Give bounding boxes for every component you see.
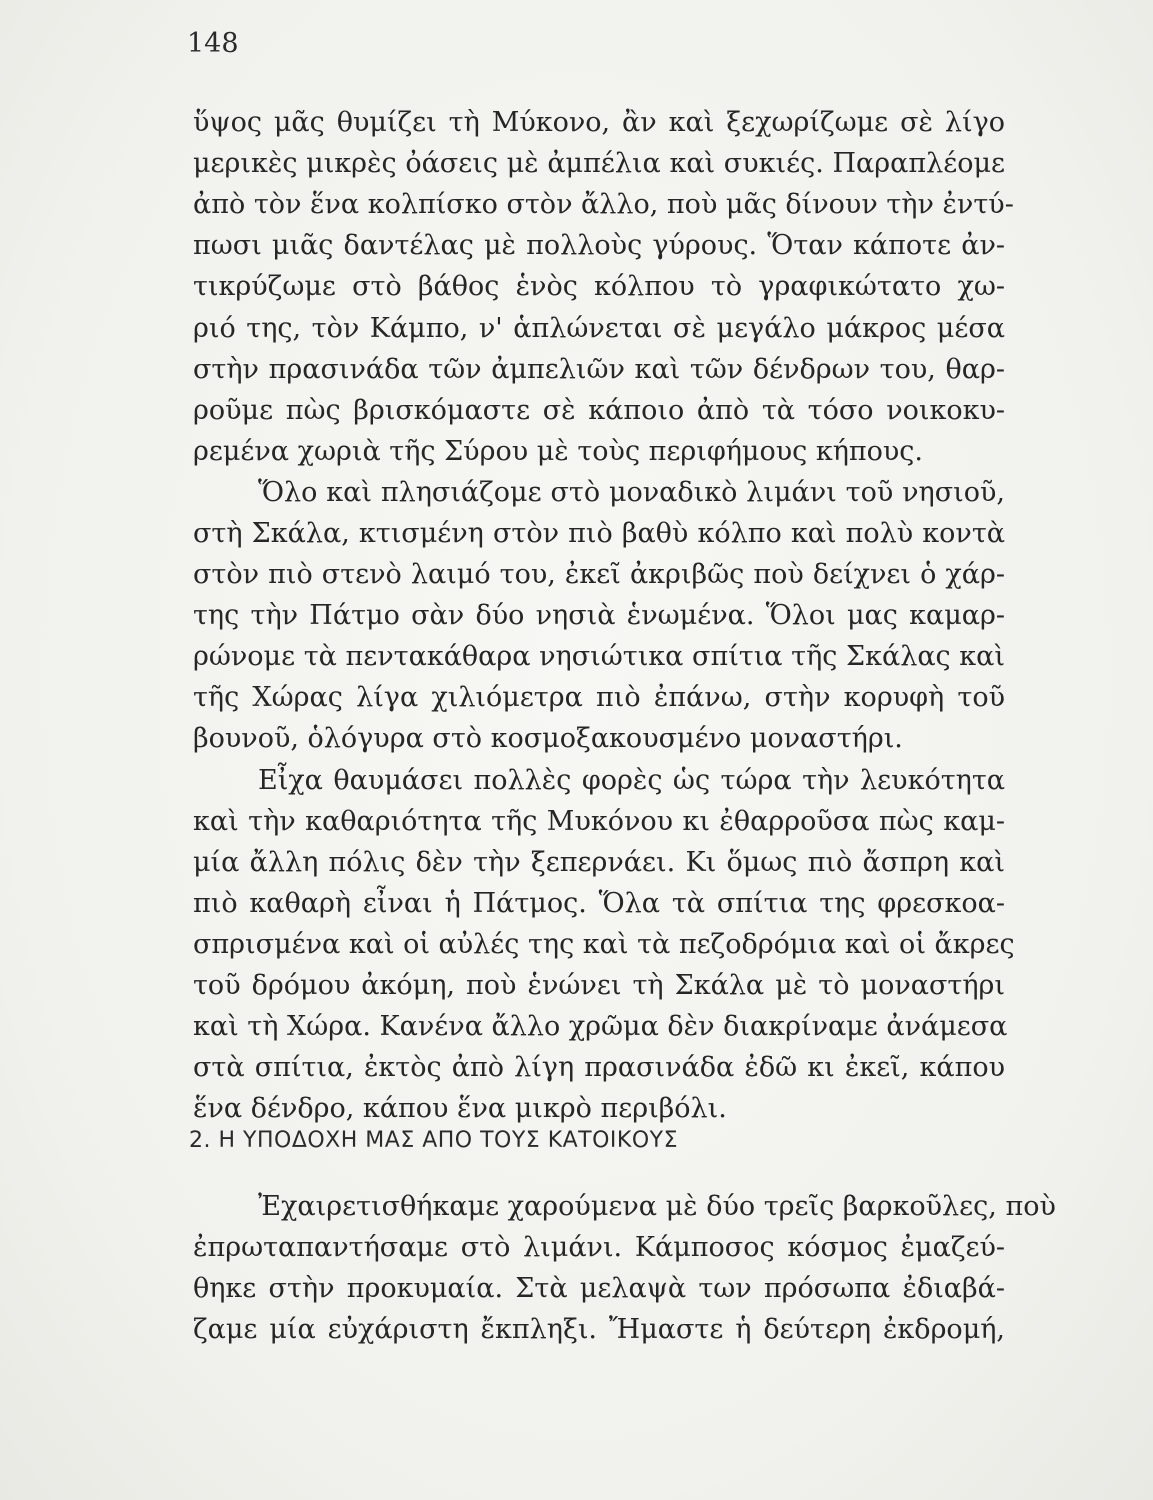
text-line: ὕψος μᾶς θυμίζει τὴ Μύκονο, ἂν καὶ ξεχωρίζωμε σὲ λίγο [193, 107, 1005, 138]
text-line: μερικὲς μικρὲς ὀάσεις μὲ ἀμπέλια καὶ συκιές. Παραπλέομε [193, 148, 1005, 179]
text-line: στὴ Σκάλα, κτισμένη στὸν πιὸ βαθὺ κόλπο καὶ πολὺ κοντὰ [193, 518, 1005, 549]
text-line: στὸν πιὸ στενὸ λαιμό του, ἐκεῖ ἀκριβῶς ποὺ δείχνει ὁ χάρ- [193, 559, 1005, 590]
page-number: 148 [187, 28, 239, 59]
text-line: Ἐχαιρετισθήκαμε χαρούμενα μὲ δύο τρεῖς βαρκοῦλες, ποὺ [258, 1191, 1056, 1222]
text-line: πωσι μιᾶς δαντέλας μὲ πολλοὺς γύρους. Ὅταν κάποτε ἀν- [193, 230, 1005, 261]
section-heading: 2. Η ΥΠΟΔΟΧΗ ΜΑΣ ΑΠΟ ΤΟΥΣ ΚΑΤΟΙΚΟΥΣ [189, 1128, 679, 1153]
text-line: ἐπρωταπαντήσαμε στὸ λιμάνι. Κάμποσος κόσμος ἐμαζεύ- [193, 1232, 1005, 1263]
text-line: ἀπὸ τὸν ἕνα κολπίσκο στὸν ἄλλο, ποὺ μᾶς δίνουν τὴν ἐντύ- [193, 189, 1014, 220]
text-line: θηκε στὴν προκυμαία. Στὰ μελαψὰ των πρόσωπα ἐδιαβά- [193, 1273, 1005, 1304]
text-line: ροῦμε πὼς βρισκόμαστε σὲ κάποιο ἀπὸ τὰ τόσο νοικοκυ- [193, 395, 1005, 426]
text-line: τῆς Χώρας λίγα χιλιόμετρα πιὸ ἐπάνω, στὴν κορυφὴ τοῦ [193, 682, 1005, 713]
text-line: στὴν πρασινάδα τῶν ἀμπελιῶν καὶ τῶν δένδρων του, θαρ- [193, 354, 1005, 385]
text-line: ρεμένα χωριὰ τῆς Σύρου μὲ τοὺς περιφήμους κήπους. [193, 436, 924, 467]
text-line: μία ἄλλη πόλις δὲν τὴν ξεπερνάει. Κι ὅμως πιὸ ἄσπρη καὶ [193, 847, 1005, 878]
text-line: Ὅλο καὶ πλησιάζομε στὸ μοναδικὸ λιμάνι τοῦ νησιοῦ, [258, 477, 1005, 508]
text-line: τικρύζωμε στὸ βάθος ἑνὸς κόλπου τὸ γραφικώτατο χω- [193, 271, 1005, 302]
text-line: σπρισμένα καὶ οἱ αὐλές της καὶ τὰ πεζοδρόμια καὶ οἱ ἄκρες [193, 929, 1015, 960]
text-line: ζαμε μία εὐχάριστη ἔκπληξι. Ἤμαστε ἡ δεύτερη ἐκδρομή, [193, 1314, 1005, 1345]
text-line: ρώνομε τὰ πεντακάθαρα νησιώτικα σπίτια τῆς Σκάλας καὶ [193, 641, 1005, 672]
text-line: της τὴν Πάτμο σὰν δύο νησιὰ ἑνωμένα. Ὅλοι μας καμαρ- [193, 600, 1005, 631]
text-line: στὰ σπίτια, ἐκτὸς ἀπὸ λίγη πρασινάδα ἐδῶ κι ἐκεῖ, κάπου [193, 1052, 1005, 1083]
text-line: τοῦ δρόμου ἀκόμη, ποὺ ἑνώνει τὴ Σκάλα μὲ τὸ μοναστήρι [193, 970, 1005, 1001]
text-line: καὶ τὴν καθαριότητα τῆς Μυκόνου κι ἐθαρροῦσα πὼς καμ- [193, 806, 1005, 837]
text-line: Εἶχα θαυμάσει πολλὲς φορὲς ὡς τώρα τὴν λευκότητα [258, 765, 1005, 796]
text-line: καὶ τὴ Χώρα. Κανένα ἄλλο χρῶμα δὲν διακρίναμε ἀνάμεσα [193, 1011, 1008, 1042]
text-line: πιὸ καθαρὴ εἶναι ἡ Πάτμος. Ὅλα τὰ σπίτια της φρεσκοα- [193, 888, 1005, 919]
text-line: ριό της, τὸν Κάμπο, ν' ἁπλώνεται σὲ μεγάλο μάκρος μέσα [193, 313, 1005, 344]
text-line: ἕνα δένδρο, κάπου ἕνα μικρὸ περιβόλι. [193, 1093, 727, 1124]
text-line: βουνοῦ, ὁλόγυρα στὸ κοσμοξακουσμένο μοναστήρι. [193, 723, 903, 754]
